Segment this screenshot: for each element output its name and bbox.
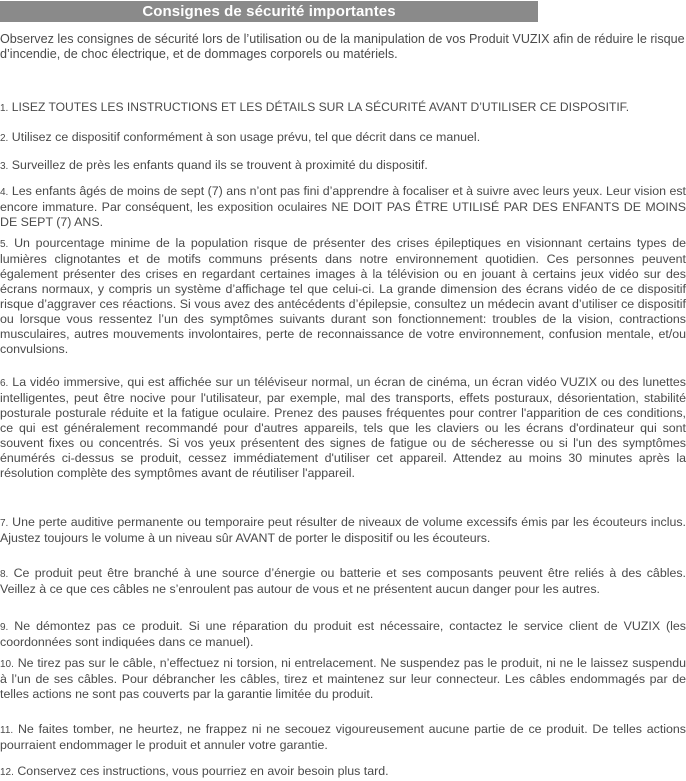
list-item [0,619,686,650]
list-item [0,375,686,481]
item-number: 2. [0,133,9,144]
item-text: Ne démontez pas ce produit. Si une réparation du produit est nécessaire, contactez le service client de VUZIX (les coordonnées sont indiquées dans ce manuel). [0,619,686,649]
item-text: Utilisez ce dispositif conformément à son usage prévu, tel que décrit dans ce manuel. [11,130,481,144]
list-item [0,656,686,702]
item-number: 12. [0,767,14,778]
list-item [0,158,686,174]
list-item [0,722,686,753]
item-number: 5. [0,239,9,250]
item-text: Un pourcentage minime de la population risque de présenter des crises épileptiques en visionnant certains types de lumières clignotantes et de motifs communs présents dans notre environnement quotidien. Ces personnes peuvent également présenter des crises en regardant certaines images à la télévision ou en jouant à certains jeux vidéo sur des écrans normaux, y compris un système d’affichage tel que celui-ci. La grande dimension des écrans vidéo de ce dispositif risque d’aggraver ces réactions. Si vous avez des antécédents d’épilepsie, consultez un médecin avant d’utiliser ce dispositif ou lorsque vous ressentez l’un des symptômes suivants durant son fonctionnement: troubles de la vision, contractions musculaires, autres mouvements involontaires, perte de reconnaissance de votre environnement, confusion mentale, et/ou convulsions. [0,236,686,356]
item-text: Une perte auditive permanente ou temporaire peut résulter de niveaux de volume excessifs émis par les écouteurs inclus. Ajustez toujours le volume à un niveau sûr AVANT de porter le dispositif ou les écouteurs. [0,515,686,545]
item-text: Les enfants âgés de moins de sept (7) ans n’ont pas fini d’apprendre à focaliser et à suivre avec leurs yeux. Leur vision est encore immature. Par conséquent, les exposition oculaires NE DOIT PAS ÊTRE UTILISÉ PAR DES ENFANTS DE MOINS DE SEPT (7) ANS. [0,184,686,229]
list-item [0,236,686,357]
item-text: Ce produit peut être branché à une source d’énergie ou batterie et ses composants peuvent être reliés à des câbles. Veillez à ce que ces câbles ne s’enroulent pas autour de vous et ne présentent aucun danger pour les autres. [0,566,686,596]
list-item [0,515,686,546]
list-item [0,130,686,146]
item-number: 11. [0,725,14,736]
list-item [0,566,686,597]
item-number: 1. [0,103,9,114]
item-number: 3. [0,161,9,172]
item-text: La vidéo immersive, qui est affichée sur un téléviseur normal, un écran de cinéma, un écran vidéo VUZIX ou des lunettes intelligentes, peut être nocive pour l'utilisateur, par exemple, mal des transports, effets posturaux, désorientation, stabilité posturale posturale réduite et la fatigue oculaire. Prenez des pauses fréquentes pour contrer l'apparition de ces conditions, ce qui est généralement recommandé pour d'autres appareils, tels que les claviers ou les écrans d'ordinateur qui sont souvent fixes ou concentrés. Si vos yeux présentent des signes de fatigue ou de sécheresse ou si l'un des symptômes énumérés ci-dessus se produit, cessez immédiatement d'utiliser cet appareil. Attendez au moins 30 minutes après la résolution complète des symptômes avant de réutiliser l'appareil. [0,375,686,480]
item-text: Conservez ces instructions, vous pourriez en avoir besoin plus tard. [17,764,389,778]
item-text: Ne tirez pas sur le câble, n’effectuez ni torsion, ni entrelacement. Ne suspendez pas le produit, ni ne le laissez suspendu à l’un de ses câbles. Pour débrancher les câbles, tirez et maintenez sur leur connecteur. Les câbles endommagés par de telles actions ne sont pas couverts par la garantie limitée du produit. [0,656,686,701]
item-text: Ne faites tomber, ne heurtez, ne frappez ni ne secouez vigoureusement aucune partie de ce produit. De telles actions pourraient endommager le produit et annuler votre garantie. [0,722,686,752]
item-number: 9. [0,622,9,633]
list-item [0,184,686,230]
item-text: Surveillez de près les enfants quand ils se trouvent à proximité du dispositif. [11,158,428,172]
page-title: Consignes de sécurité importantes [0,1,538,22]
intro-paragraph: Observez les consignes de sécurité lors de l’utilisation ou de la manipulation de vos Produit VUZIX afin de réduire le risque d’incendie, de choc électrique, et de dommages corporels ou matériels. [0,32,685,61]
item-text: LISEZ TOUTES LES INSTRUCTIONS ET LES DÉTAILS SUR LA SÉCURITÉ AVANT D’UTILISER CE DISPOSITIF. [11,100,630,114]
list-item [0,100,686,116]
item-number: 4. [0,187,9,198]
item-number: 7. [0,518,9,529]
item-number: 6. [0,378,9,389]
item-number: 10. [0,659,14,670]
item-number: 8. [0,569,9,580]
list-item [0,764,686,780]
